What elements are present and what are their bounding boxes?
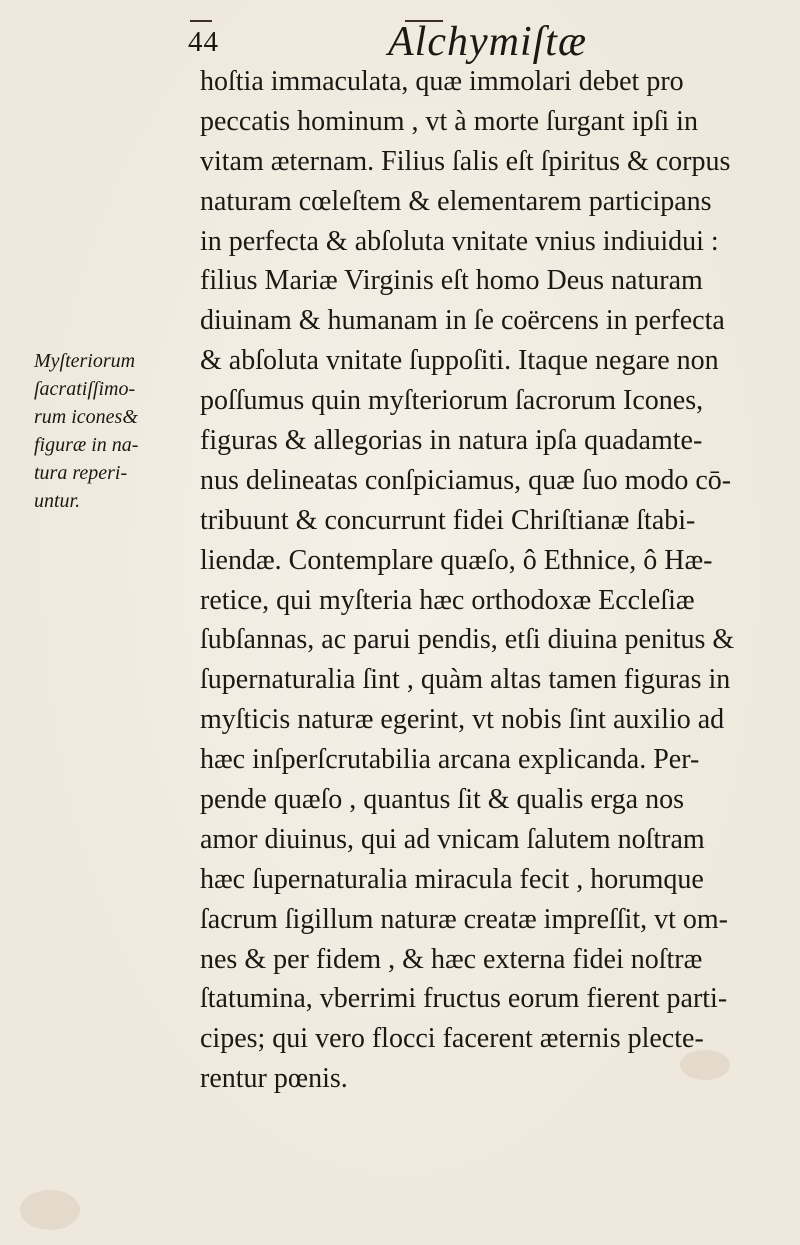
text-line: cipes; qui vero flocci facerent æternis plecte- — [200, 1023, 704, 1055]
text-line: ſacrum ſigillum naturæ creatæ impreſſit, vt om- — [200, 903, 728, 935]
text-line: hæc ſupernaturalia miracula fecit , horumque — [200, 863, 704, 895]
text-line: poſſumus quin myſteriorum ſacrorum Icones, — [200, 385, 704, 417]
margin-note-line: ſacratiſſimo- — [34, 378, 136, 400]
running-title: Alchymiſtæ — [388, 19, 587, 65]
text-line: filius Mariæ Virginis eſt homo Deus naturam — [200, 265, 703, 297]
text-line: diuinam & humanam in ſe coërcens in perfecta — [200, 305, 725, 337]
page-header — [0, 8, 800, 68]
text-line: rentur pœnis. — [200, 1063, 348, 1095]
text-line: & abſoluta vnitate ſuppoſiti. Itaque negare non — [200, 345, 719, 377]
margin-note — [34, 347, 194, 515]
text-line: retice, qui myſteria hæc orthodoxæ Eccleſiæ — [200, 584, 695, 616]
text-line: figuras & allegorias in natura ipſa quadamte- — [200, 425, 703, 457]
margin-note-line: Myſteriorum — [34, 350, 136, 372]
text-line: vitam æternam. Filius ſalis eſt ſpiritus & corpus — [200, 145, 731, 177]
body-text — [200, 62, 800, 1099]
text-line: amor diuinus, qui ad vnicam ſalutem noſtram — [200, 823, 705, 855]
text-line: naturam cœleſtem & elementarem participans — [200, 185, 712, 217]
margin-note-line: rum icones& — [34, 406, 138, 428]
header-rule — [190, 20, 212, 22]
text-line: hæc inſperſcrutabilia arcana explicanda. Per- — [200, 744, 700, 776]
paper-stain — [20, 1190, 80, 1230]
text-line: in perfecta & abſoluta vnitate vnius indiuidui : — [200, 225, 719, 257]
text-line: liendæ. Contemplare quæſo, ô Ethnice, ô Hæ- — [200, 544, 713, 576]
text-line: hoſtia immaculata, quæ immolari debet pro — [200, 66, 684, 97]
margin-note-line: figuræ in na- — [34, 434, 139, 456]
text-line: ſtatumina, vberrimi fructus eorum fierent parti- — [200, 983, 728, 1015]
margin-note-line: untur. — [34, 490, 81, 512]
text-line: ſubſannas, ac parui pendis, etſi diuina penitus & — [200, 624, 735, 656]
text-line: ſupernaturalia ſint , quàm altas tamen figuras in — [200, 664, 731, 696]
text-line: myſticis naturæ egerint, vt nobis ſint auxilio ad — [200, 704, 725, 736]
margin-note-line: tura reperi- — [34, 462, 128, 484]
page-number: 44 — [188, 26, 219, 58]
text-line: nus delineatas conſpiciamus, quæ ſuo modo cō- — [200, 464, 732, 496]
text-line: nes & per fidem , & hæc externa fidei noſtræ — [200, 943, 703, 975]
text-line: pende quæſo , quantus ſit & qualis erga nos — [200, 784, 684, 816]
text-line: peccatis hominum , vt à morte ſurgant ipſi in — [200, 105, 698, 137]
text-line: tribuunt & concurrunt fidei Chriſtianæ ſtabi- — [200, 504, 696, 536]
